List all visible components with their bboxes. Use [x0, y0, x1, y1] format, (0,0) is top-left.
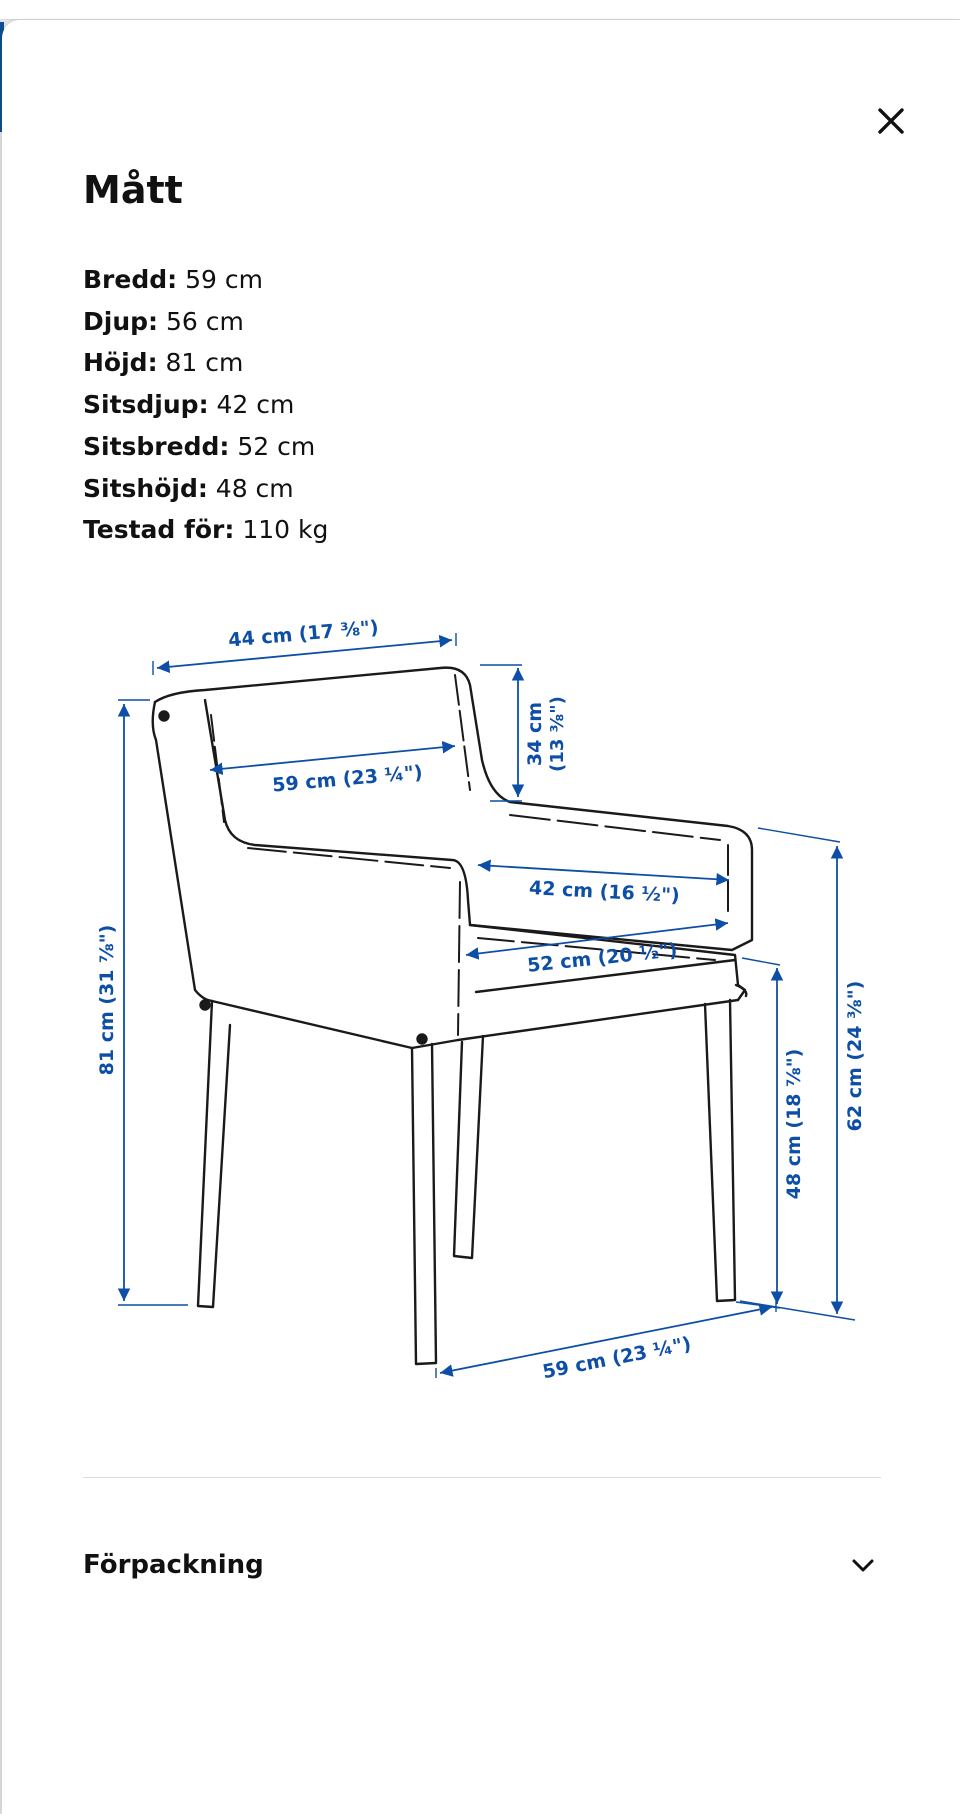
close-button[interactable]: [860, 90, 922, 152]
spec-value: 42 cm: [216, 390, 295, 420]
dim-base-width: 59 cm (23 ¼"): [540, 1332, 693, 1384]
spec-seat-depth: [83, 384, 328, 426]
close-icon: [876, 106, 906, 136]
spec-width: [83, 259, 328, 301]
spec-label: Testad för:: [83, 515, 235, 545]
dim-total-height: 81 cm (31 ⅞"): [96, 924, 118, 1076]
spec-label: Djup:: [83, 306, 159, 336]
dim-top-width: 44 cm (17 ⅜"): [227, 616, 380, 652]
section-divider: [83, 1477, 881, 1478]
spec-value: 48 cm: [215, 473, 294, 503]
backdrop-header: [0, 0, 960, 20]
spec-value: 52 cm: [237, 431, 316, 461]
accordion-label: Förpackning: [83, 1550, 264, 1580]
page-title: Mått: [83, 168, 183, 212]
dim-armrest-height: 62 cm (24 ⅜"): [844, 980, 866, 1132]
spec-value: 81 cm: [165, 348, 244, 378]
spec-height: [83, 342, 328, 384]
spec-label: Sitsdjup:: [83, 390, 209, 420]
spec-depth: [83, 301, 328, 343]
dim-back-height-1: 34 cm: [524, 701, 546, 767]
packaging-accordion[interactable]: [83, 1530, 883, 1600]
spec-label: Höjd:: [83, 348, 158, 378]
spec-seat-height: [83, 468, 328, 510]
spec-label: Bredd:: [83, 265, 178, 294]
spec-label: Sitsbredd:: [83, 431, 230, 461]
dimensions-diagram: [80, 600, 880, 1400]
dim-seat-depth: 42 cm (16 ½"): [528, 877, 681, 907]
spec-label: Sitshöjd:: [83, 473, 208, 503]
spec-list: [83, 259, 328, 551]
dim-seat-width: 52 cm (20 ½"): [526, 939, 679, 977]
dim-seat-height: 48 cm (18 ⅞"): [783, 1048, 805, 1200]
spec-tested-for: [83, 509, 328, 551]
spec-value: 56 cm: [165, 306, 244, 336]
chevron-down-icon: [843, 1545, 883, 1585]
dim-back-height-2: (13 ⅜"): [547, 696, 568, 772]
spec-value: 110 kg: [242, 515, 329, 545]
chair-illustration: [153, 668, 752, 1364]
spec-seat-width: [83, 426, 328, 468]
spec-value: 59 cm: [185, 265, 263, 294]
dim-inner-width: 59 cm (23 ¼"): [271, 761, 424, 797]
